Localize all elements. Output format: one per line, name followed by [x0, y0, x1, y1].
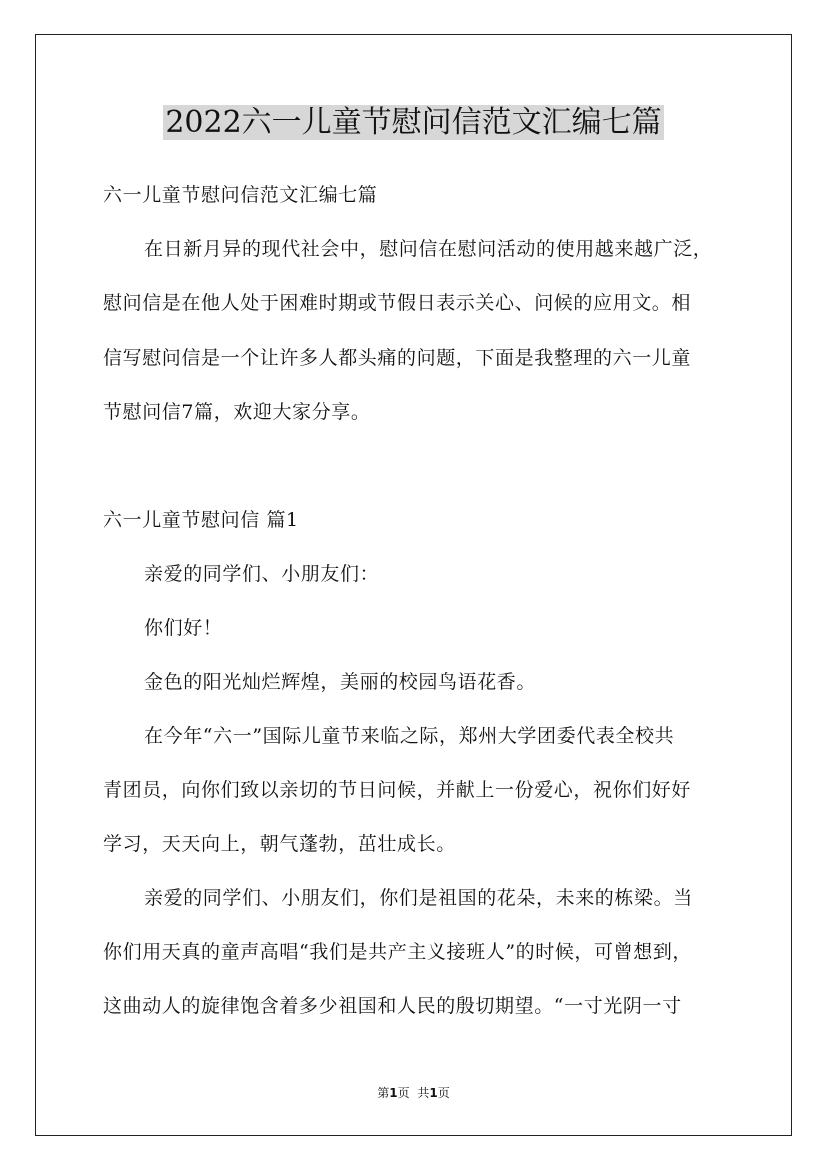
document-title [0, 103, 827, 143]
intro-line-1: 在日新月异的现代社会中，慰问信在慰问活动的使用越来越广泛， [144, 238, 713, 260]
intro-line-2: 慰问信是在他人处于困难时期或节假日表示关心、问候的应用文。相 [103, 292, 692, 314]
footer-page-suffix: 页 [397, 1086, 410, 1100]
paragraph-3-line-1: 亲爱的同学们、小朋友们，你们是祖国的花朵，未来的栋梁。当 [144, 887, 693, 909]
paragraph-3-line-2: 你们用天真的童声高唱“我们是共产主义接班人”的时候，可曾想到， [103, 941, 693, 963]
document-title-text: 2022六一儿童节慰问信范文汇编七篇 [165, 105, 662, 140]
document-subtitle: 六一儿童节慰问信范文汇编七篇 [103, 184, 378, 206]
paragraph-2-line-2: 青团员，向你们致以亲切的节日问候，并献上一份爱心，祝你们好好 [103, 779, 692, 801]
footer-page-number: 1 [389, 1086, 398, 1100]
page-footer [0, 1085, 827, 1101]
section-heading: 六一儿童节慰问信 篇1 [103, 509, 299, 531]
paragraph-2-line-3: 学习，天天向上，朝气蓬勃，茁壮成长。 [103, 833, 456, 855]
footer-total-prefix: 共 [417, 1086, 430, 1100]
intro-line-3: 信写慰问信是一个让许多人都头痛的问题，下面是我整理的六一儿童 [103, 347, 692, 369]
paragraph-3-line-3: 这曲动人的旋律饱含着多少祖国和人民的殷切期望。“一寸光阴一寸 [103, 995, 682, 1017]
footer-total-number: 1 [429, 1086, 438, 1100]
paragraph-2-line-1: 在今年“六一”国际儿童节来临之际，郑州大学团委代表全校共 [144, 725, 675, 747]
paragraph-1: 金色的阳光灿烂辉煌，美丽的校园鸟语花香。 [144, 671, 537, 693]
footer-total-suffix: 页 [437, 1086, 450, 1100]
greeting-line: 亲爱的同学们、小朋友们： [144, 563, 380, 585]
footer-page-prefix: 第 [377, 1086, 390, 1100]
intro-line-4: 节慰问信7篇，欢迎大家分享。 [103, 401, 371, 423]
hello-line: 你们好！ [144, 617, 223, 639]
